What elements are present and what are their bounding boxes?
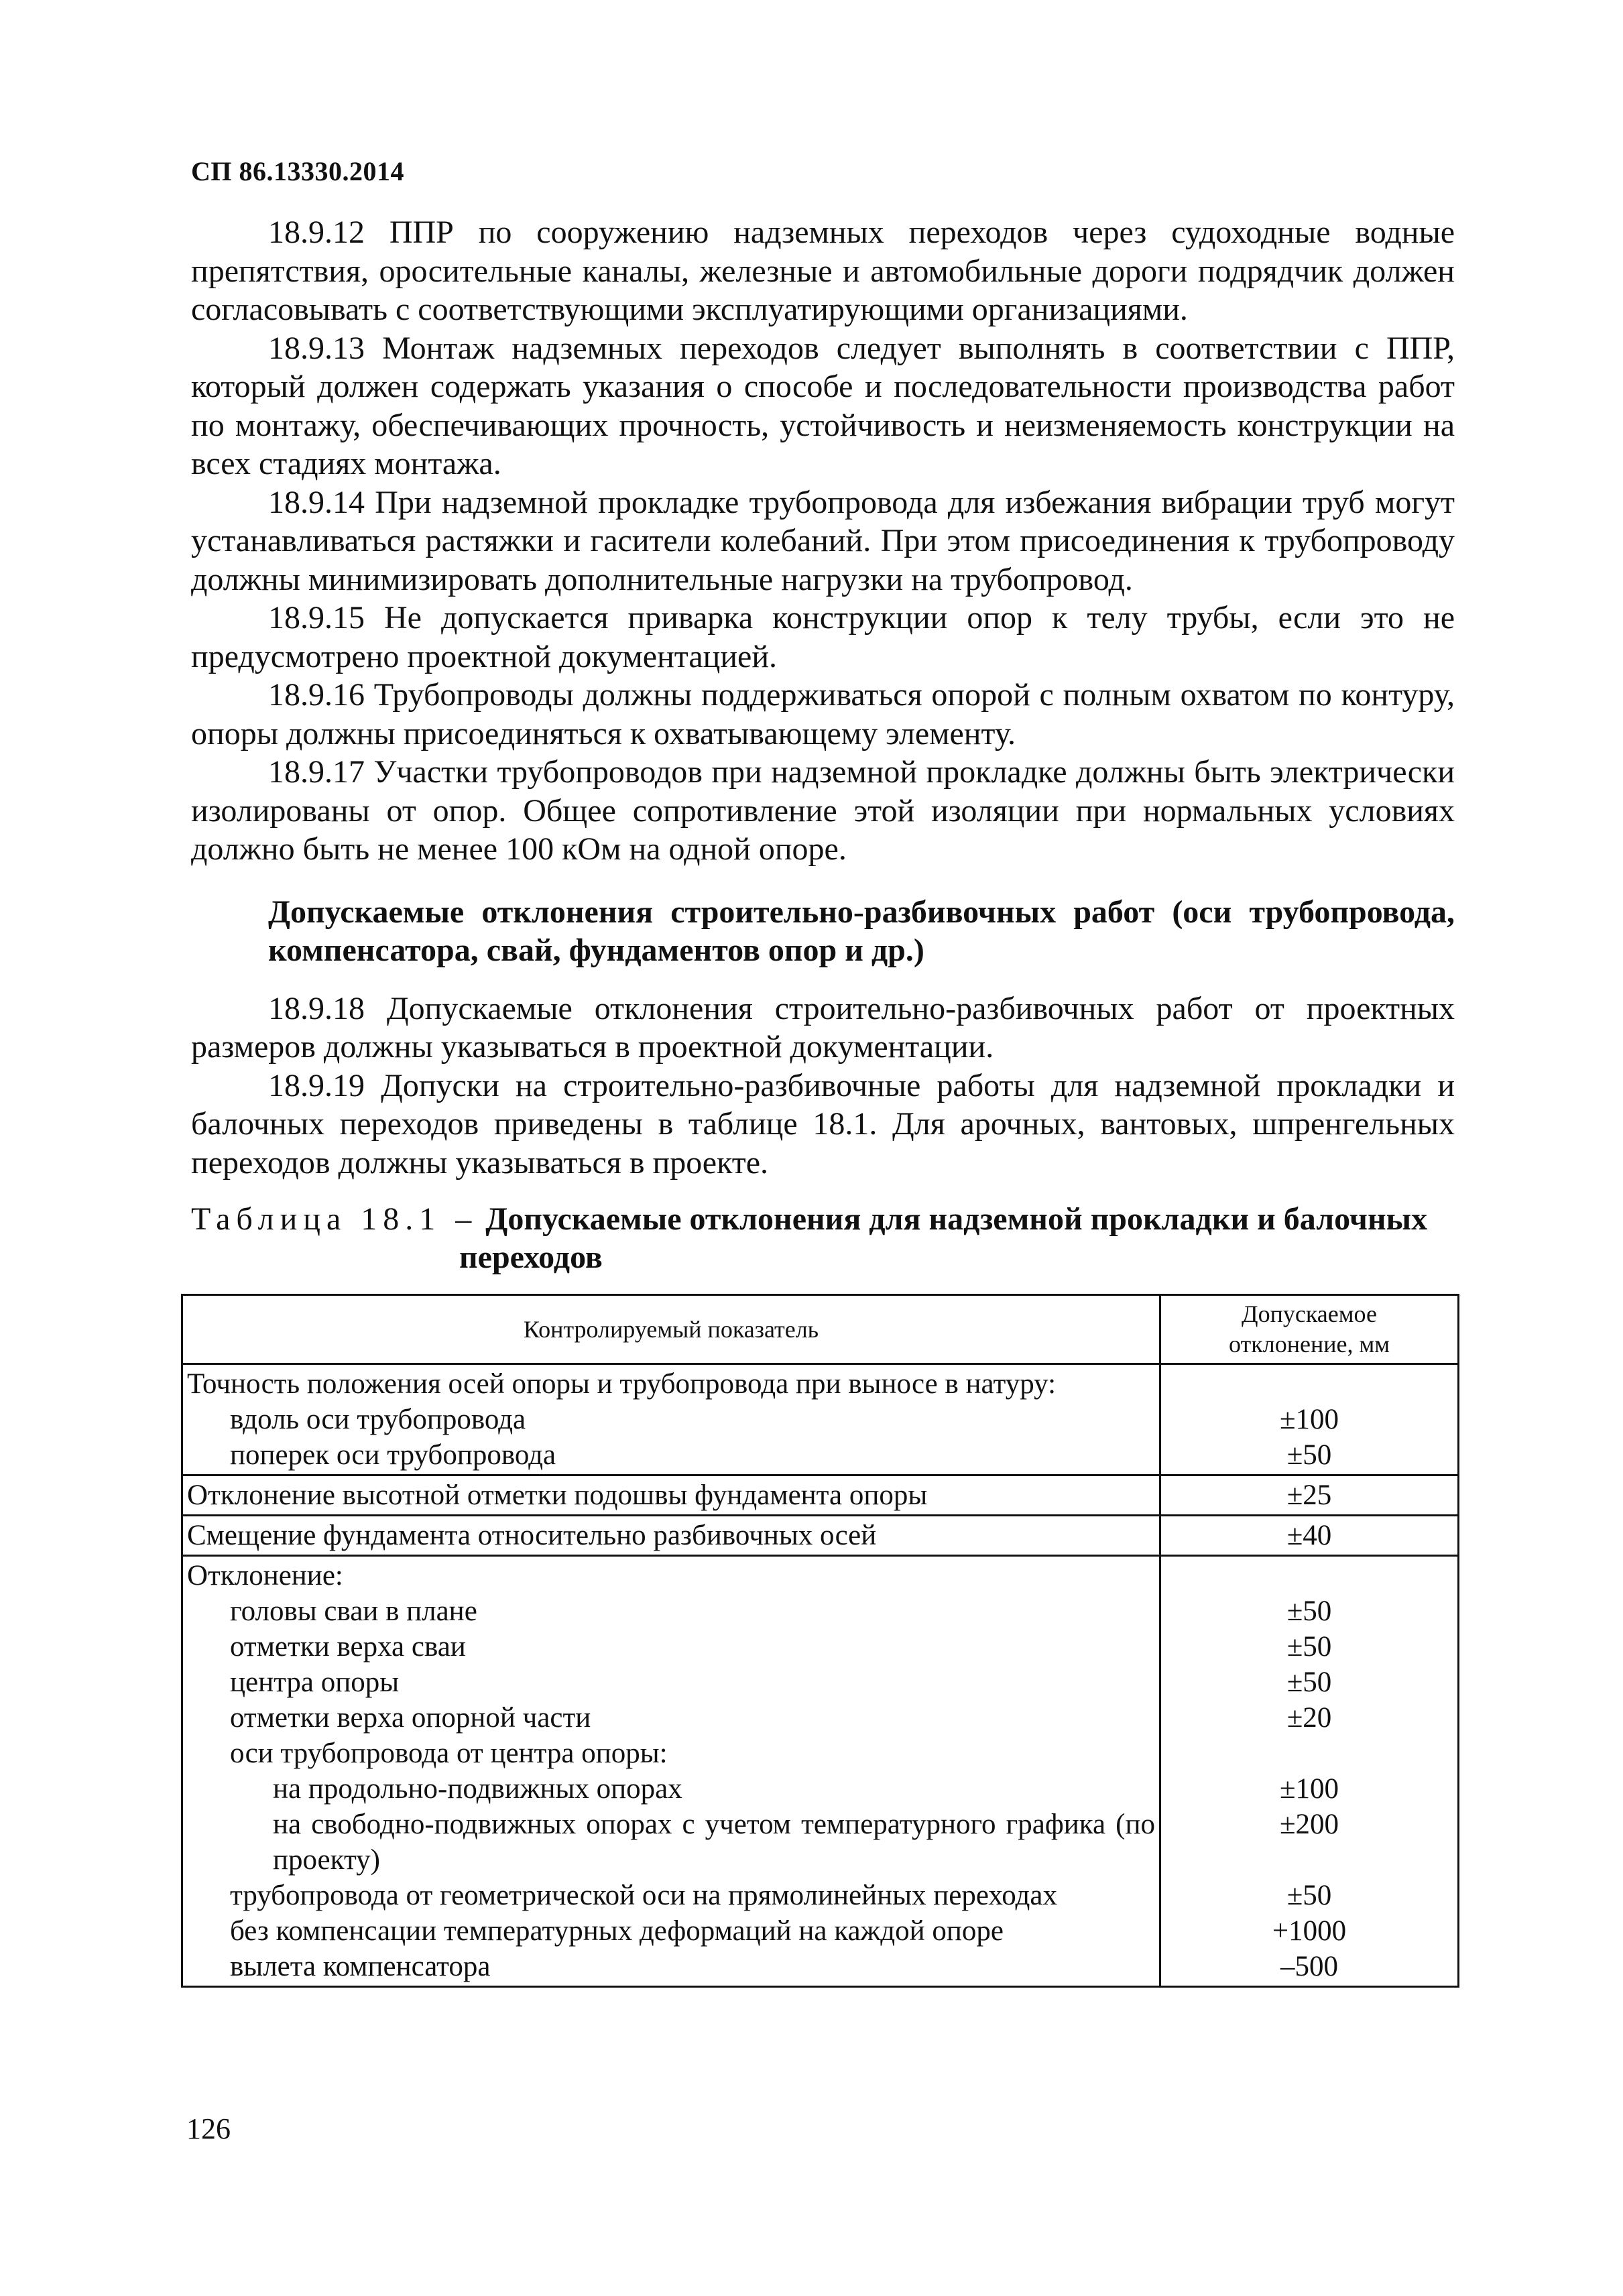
table-cell: ±25 xyxy=(1160,1475,1459,1516)
paragraph-18-9-14: 18.9.14 При надземной прокладке трубопровода для избежания вибрации труб могут устанавливаться растяжки и гасители колебаний. При этом присоединения к трубопроводу должны минимизировать дополнительные нагрузки на трубопровод. xyxy=(191,484,1455,597)
document-code: СП 86.13330.2014 xyxy=(191,156,404,186)
column-header-tolerance: Допускаемое отклонение, мм xyxy=(1160,1295,1459,1364)
paragraph-18-9-16: 18.9.16 Трубопроводы должны поддерживаться опорой с полным охватом по контуру, опоры должны присоединяться к охватывающему элементу. xyxy=(191,677,1455,751)
paragraph-18-9-17: 18.9.17 Участки трубопроводов при надземной прокладке должны быть электрически изолированы от опор. Общее сопротивление этой изоляции при нормальных условиях должно быть не менее 100 кОм на одной опоре. xyxy=(191,754,1455,867)
tolerance-table xyxy=(181,1294,1459,1988)
section-subheading: Допускаемые отклонения строительно-разбивочных работ (оси трубопровода, компенсатора, свай, фундаментов опор и др.) xyxy=(268,894,1455,968)
table-cell: Отклонение: головы сваи в плане отметки верха сваи центра опоры отметки верха опорной части оси трубопровода от центра опоры: на продольно-подвижных опорах на свободно-подвижных опорах с учетом температурного графика (по проекту) трубопровода от геометрической оси на прямолинейных переходах без компенсации температурных деформаций на каждой опоре вылета компенсатора xyxy=(182,1556,1160,1987)
paragraph-18-9-13: 18.9.13 Монтаж надземных переходов следует выполнять в соответствии с ППР, который должен содержать указания о способе и последовательности производства работ по монтажу, обеспечивающих прочность, устойчивость и неизменяемость конструкции на всех стадиях монтажа. xyxy=(191,330,1455,481)
table-row xyxy=(182,1516,1459,1556)
table-cell: ±50 ±50 ±50 ±20 ±100 ±200 ±50 +1000 –500 xyxy=(1160,1556,1459,1987)
page-number: 126 xyxy=(186,2112,231,2145)
table-cell: ±40 xyxy=(1160,1516,1459,1556)
paragraph-18-9-19: 18.9.19 Допуски на строительно-разбивочные работы для надземной прокладки и балочных переходов приведены в таблице 18.1. Для арочных, вантовых, шпренгельных переходов должны указываться в проекте. xyxy=(191,1067,1455,1181)
paragraph-18-9-15: 18.9.15 Не допускается приварка конструкции опор к телу трубы, если это не предусмотрено проектной документацией. xyxy=(191,600,1455,674)
body-text xyxy=(191,213,1455,1182)
paragraph-18-9-18: 18.9.18 Допускаемые отклонения строительно-разбивочных работ от проектных размеров должны указываться в проектной документации. xyxy=(191,990,1455,1065)
table-row xyxy=(182,1364,1459,1475)
table-row xyxy=(182,1475,1459,1516)
table-cell: Отклонение высотной отметки подошвы фундамента опоры xyxy=(182,1475,1160,1516)
table-cell: Смещение фундамента относительно разбивочных осей xyxy=(182,1516,1160,1556)
table-caption xyxy=(191,1200,1455,1276)
paragraph-18-9-12: 18.9.12 ППР по сооружению надземных переходов через судоходные водные препятствия, оросительные каналы, железные и автомобильные дороги подрядчик должен согласовывать с соответствующими эксплуатирующими организациями. xyxy=(191,215,1455,327)
table-row xyxy=(182,1556,1459,1987)
table-header-row xyxy=(182,1295,1459,1364)
table-label: Таблица 18.1 – xyxy=(191,1201,478,1237)
column-header-indicator: Контролируемый показатель xyxy=(182,1295,1160,1364)
table-title: Допускаемые отклонения для надземной прокладки и балочных xyxy=(485,1201,1428,1237)
table-title-continuation: переходов xyxy=(459,1240,603,1275)
table-cell: Точность положения осей опоры и трубопровода при выносе в натуру: вдоль оси трубопровода поперек оси трубопровода xyxy=(182,1364,1160,1475)
table-cell: ±100 ±50 xyxy=(1160,1364,1459,1475)
